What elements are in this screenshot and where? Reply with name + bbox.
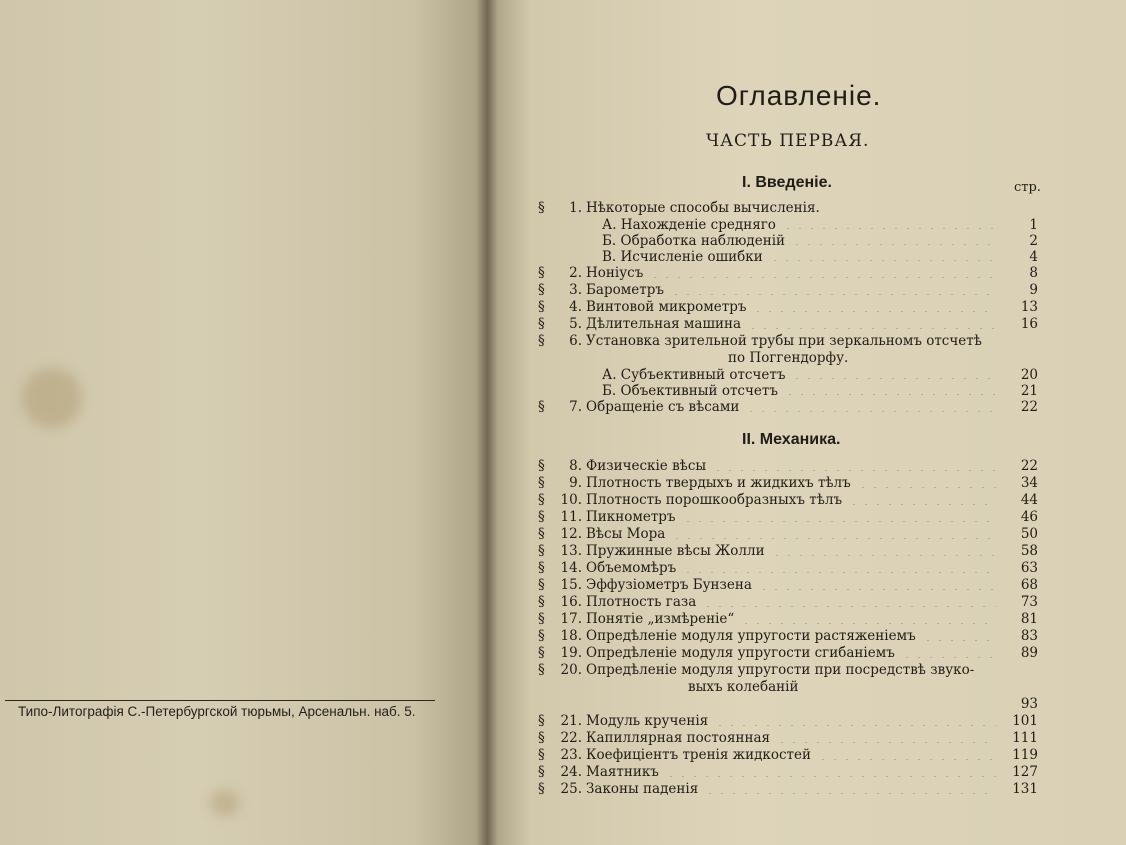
toc-entry-title: Пружинные вѣсы Жолли [586,543,765,559]
section-sign: § [538,628,545,644]
section-sign: § [538,730,545,746]
toc-page-number: 50 [1020,526,1038,542]
dot-leader [758,589,996,590]
toc-entry-title: Эффузіометръ Бунзена [586,577,752,593]
toc-entry-title: Физическіе вѣсы [586,458,707,474]
toc-entry-number: 1. [569,200,582,216]
dot-leader [682,572,996,573]
dot-leader [740,623,996,624]
toc-entry-title: Б. Обработка наблюденій [602,233,786,249]
toc-page-number: 2 [1029,233,1038,249]
dot-leader [670,294,996,295]
toc-entry [538,713,1038,730]
toc-entry [538,265,1038,282]
paper-stain [22,368,82,428]
toc-page-number: 83 [1020,628,1038,644]
toc-list-mechanics [538,458,1038,798]
toc-entry-number: 5. [569,316,582,332]
toc-entry-title: А. Субъективный отсчетъ [602,367,786,383]
toc-entry-number: 14. [560,560,582,576]
page-column-label: стр. [1014,180,1041,195]
toc-page-number: 89 [1020,645,1038,661]
toc-entry-title: Модуль крученія [586,713,709,729]
toc-page-number: 4 [1029,249,1038,265]
toc-entry [538,645,1038,662]
toc-page-number: 73 [1020,594,1038,610]
toc-entry [538,383,1038,399]
toc-page-number: 22 [1020,458,1038,474]
section-sign: § [538,526,545,542]
toc-entry-title: Б. Объективный отсчетъ [602,383,778,399]
section-sign: § [538,509,545,525]
dot-leader [752,311,996,312]
toc-entry-title: Пикнометръ [586,509,676,525]
toc-entry-title: Маятникъ [586,764,659,780]
dot-leader [769,260,996,261]
toc-entry [538,611,1038,628]
toc-entry-number: 24. [560,764,582,780]
dot-leader [665,776,996,777]
section-sign: § [538,475,545,491]
toc-entry [538,475,1038,492]
toc-entry-title: Опредѣленіе модуля упругости сгибаніемъ [586,645,895,661]
toc-entry-title: Плотность порошкообразныхъ тѣлъ [586,492,843,508]
dot-leader [817,759,996,760]
toc-page-number: 34 [1020,475,1038,491]
dot-leader [776,742,996,743]
toc-entry-number: 6. [569,333,582,349]
section-sign: § [538,458,545,474]
dot-leader [848,504,996,505]
toc-entry-number: 18. [560,628,582,644]
toc-page-number: 63 [1020,560,1038,576]
section-sign: § [538,200,545,216]
section-sign: § [538,662,545,678]
toc-entry [538,526,1038,543]
toc-entry-number: 17. [560,611,582,627]
section-sign: § [538,713,545,729]
toc-entry [538,781,1038,798]
toc-page-number: 46 [1020,509,1038,525]
toc-entry-number: 22. [560,730,582,746]
dot-leader [702,606,996,607]
toc-page-number: 13 [1020,299,1038,315]
toc-entry-title: Ноніусъ [586,265,644,281]
toc-page-number: 111 [1012,730,1038,746]
toc-page-number: 1 [1029,217,1038,233]
section-sign: § [538,543,545,559]
toc-entry [538,543,1038,560]
toc-entry [538,458,1038,475]
book-gutter [476,0,498,845]
toc-entry [538,509,1038,526]
toc-entry-title: Понятіе „измѣреніе“ [586,611,735,627]
toc-entry [538,350,1038,367]
toc-entry [538,492,1038,509]
toc-entry-number: 15. [560,577,582,593]
section-sign: § [538,781,545,797]
toc-page-number: 93 [1020,696,1038,712]
dot-leader [682,521,996,522]
toc-entry [538,316,1038,333]
section-sign: § [538,316,545,332]
toc-entry-title: А. Нахожденіе средняго [602,217,776,233]
dot-leader [771,555,996,556]
toc-entry-title: Вѣсы Мора [586,526,666,542]
toc-entry-title: Объемомѣръ [586,560,677,576]
part-heading: ЧАСТЬ ПЕРВАЯ. [706,131,870,151]
left-page [0,0,486,845]
toc-entry-number: 21. [560,713,582,729]
dot-leader [747,328,996,329]
toc-entry [538,577,1038,594]
toc-entry-number: 9. [569,475,582,491]
dot-leader [791,378,996,379]
toc-entry-title: Плотность твердыхъ и жидкихъ тѣлъ [586,475,851,491]
toc-entry-number: 7. [569,399,582,415]
toc-entry [538,233,1038,249]
section-heading-mechanics: II. Механика. [742,431,841,448]
toc-entry [538,200,1038,217]
section-sign: § [538,594,545,610]
toc-entry [538,594,1038,611]
printer-imprint: Типо-Литографія С.-Петербургской тюрьмы, Арсенальн. наб. 5. [18,704,416,719]
toc-page-number: 44 [1020,492,1038,508]
section-heading-introduction: I. Введеніе. [742,174,832,191]
toc-page-number: 101 [1012,713,1038,729]
toc-entry-title: Винтовой микрометръ [586,299,747,315]
toc-entry-title: Опредѣленіе модуля упругости при посредствѣ звуко- [586,662,975,678]
toc-entry-title: Обращеніе съ вѣсами [586,399,740,415]
toc-list-introduction [538,200,1038,416]
dot-leader [745,411,996,412]
toc-entry-title: Плотность газа [586,594,697,610]
dot-leader [671,538,996,539]
section-sign: § [538,747,545,763]
toc-entry [538,299,1038,316]
toc-entry [538,399,1038,416]
toc-title: Оглавленіе. [716,80,882,111]
toc-page-number: 119 [1012,747,1038,763]
toc-entry-number: 3. [569,282,582,298]
toc-entry-number: 23. [560,747,582,763]
toc-entry [538,249,1038,265]
dot-leader [649,277,996,278]
dot-leader [782,228,996,229]
toc-entry-title: Дѣлительная машина [586,316,742,332]
toc-page-number: 20 [1020,367,1038,383]
toc-entry-title: Установка зрительной трубы при зеркальномъ отсчетѣ [586,333,982,349]
section-sign: § [538,282,545,298]
toc-entry-number: 4. [569,299,582,315]
toc-page-number: 58 [1020,543,1038,559]
toc-page-number: 8 [1029,265,1038,281]
toc-page-number: 21 [1020,383,1038,399]
section-sign: § [538,333,545,349]
dot-leader [712,470,996,471]
section-sign: § [538,611,545,627]
dot-leader [922,640,996,641]
dot-leader [704,793,996,794]
toc-page-number: 127 [1012,764,1038,780]
toc-entry [538,560,1038,577]
toc-entry-number: 16. [560,594,582,610]
toc-entry-number: 2. [569,265,582,281]
section-sign: § [538,399,545,415]
toc-entry-title: Законы паденія [586,781,699,797]
toc-entry [538,282,1038,299]
toc-page-number: 16 [1020,316,1038,332]
dot-leader [901,657,996,658]
dot-leader [784,394,996,395]
toc-entry-number: 8. [569,458,582,474]
toc-entry-title: Коефиціентъ тренія жидкостей [586,747,811,763]
toc-entry [538,217,1038,233]
toc-page-number-line [538,696,1038,713]
toc-page-number: 9 [1029,282,1038,298]
toc-entry-title: по Поггендорфу. [728,350,849,366]
toc-entry [538,333,1038,350]
toc-entry [538,679,1038,696]
toc-page-number: 131 [1012,781,1038,797]
section-sign: § [538,645,545,661]
dot-leader [791,244,996,245]
toc-entry [538,747,1038,764]
toc-page-number: 68 [1020,577,1038,593]
imprint-rule [5,700,435,701]
toc-entry [538,367,1038,383]
toc-entry [538,628,1038,645]
toc-entry-number: 25. [560,781,582,797]
toc-entry-title: В. Исчисленіе ошибки [602,249,763,265]
toc-entry [538,764,1038,781]
toc-entry-number: 11. [560,509,582,525]
toc-entry-title: Нѣкоторые способы вычисленія. [586,200,820,216]
toc-entry-title: Барометръ [586,282,664,298]
toc-page-number: 81 [1020,611,1038,627]
toc-entry-title: выхъ колебаній [688,679,799,695]
toc-entry-title: Капиллярная постоянная [586,730,771,746]
toc-entry-number: 10. [560,492,582,508]
paper-stain [210,790,240,816]
section-sign: § [538,577,545,593]
section-sign: § [538,299,545,315]
toc-entry-number: 19. [560,645,582,661]
toc-page-number: 22 [1020,399,1038,415]
toc-entry-number: 20. [560,662,582,678]
section-sign: § [538,560,545,576]
toc-entry-title: Опредѣленіе модуля упругости растяженіемъ [586,628,916,644]
section-sign: § [538,265,545,281]
section-sign: § [538,492,545,508]
toc-entry-number: 12. [560,526,582,542]
toc-entry [538,662,1038,679]
toc-entry [538,730,1038,747]
toc-entry-number: 13. [560,543,582,559]
dot-leader [857,487,996,488]
right-page [486,0,1126,845]
section-sign: § [538,764,545,780]
dot-leader [714,725,996,726]
